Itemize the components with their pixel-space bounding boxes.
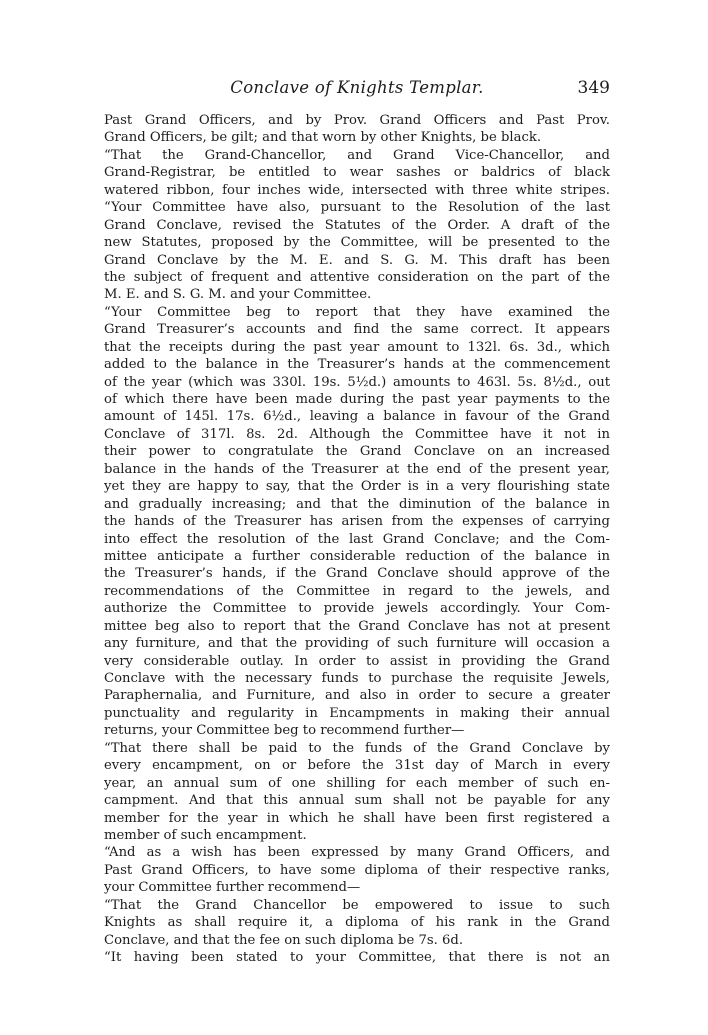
text-line: Conclave of 317l. 8s. 2d. Although the Committee have it not in xyxy=(104,426,610,442)
text-line: member for the year in which he shall have been first registered a xyxy=(104,810,610,826)
text-line: balance in the hands of the Treasurer at the end of the present year, xyxy=(104,461,610,477)
text-line: “That the Grand Chancellor be empowered to issue to such xyxy=(104,897,610,913)
text-line: Conclave with the necessary funds to purchase the requisite Jewels, xyxy=(104,671,610,686)
text-line: Grand Treasurer’s accounts and find the same correct. It appears xyxy=(104,322,610,338)
text-line: M. E. and S. G. M. and your Committee. xyxy=(104,287,372,303)
text-line: the Treasurer’s hands, if the Grand Conclave should approve of the xyxy=(104,566,610,582)
text-line: Paraphernalia, and Furniture, and also in order to secure a greater xyxy=(104,688,610,704)
text-line: “And as a wish has been expressed by many Grand Officers, and xyxy=(104,845,610,861)
text-line: that the receipts during the past year amount to 132l. 6s. 3d., which xyxy=(104,339,610,355)
text-line: “That the Grand-Chancellor, and Grand Vice-Chancellor, and xyxy=(104,147,610,163)
text-line: into effect the resolution of the last Grand Conclave; and the Com- xyxy=(104,531,610,547)
text-line: amount of 145l. 17s. 6½d., leaving a balance in favour of the Grand xyxy=(104,409,610,425)
text-line: your Committee further recommend— xyxy=(104,880,361,896)
text-line: yet they are happy to say, that the Order is in a very flourishing state xyxy=(104,479,610,495)
running-title: Conclave of Knights Templar. xyxy=(230,78,484,97)
page-header xyxy=(104,78,610,102)
text-line: Grand Conclave, revised the Statutes of the Order. A draft of the xyxy=(104,217,610,233)
text-line: campment. And that this annual sum shall not be payable for any xyxy=(104,793,610,809)
text-line: “Your Committee have also, pursuant to the Resolution of the last xyxy=(104,200,610,216)
body-text xyxy=(104,112,610,966)
text-line: authorize the Committee to provide jewels accordingly. Your Com- xyxy=(104,601,610,617)
text-line: member of such encampment. xyxy=(104,827,307,843)
text-line: Past Grand Officers, to have some diploma of their respective ranks, xyxy=(104,862,610,878)
text-line: every encampment, on or before the 31st day of March in every xyxy=(104,758,610,774)
text-line: any furniture, and that the providing of such furniture will occasion a xyxy=(104,636,610,652)
text-line: watered ribbon, four inches wide, intersected with three white stripes. xyxy=(104,182,610,198)
text-line: added to the balance in the Treasurer’s hands at the commencement xyxy=(104,357,610,373)
text-line: “That there shall be paid to the funds of the Grand Conclave by xyxy=(104,740,610,756)
text-line: “Your Committee beg to report that they have examined the xyxy=(104,304,610,320)
text-line: of which there have been made during the past year payments to the xyxy=(104,392,610,407)
text-line: recommendations of the Committee in regard to the jewels, and xyxy=(104,583,610,599)
text-line: and gradually increasing; and that the diminution of the balance in xyxy=(104,496,610,512)
text-line: returns, your Committee beg to recommend further— xyxy=(104,723,465,739)
text-line: mittee beg also to report that the Grand Conclave has not at present xyxy=(104,618,610,634)
text-line: the subject of frequent and attentive consideration on the part of the xyxy=(104,269,610,285)
text-line: new Statutes, proposed by the Committee, will be presented to the xyxy=(104,235,610,251)
text-line: mittee anticipate a further considerable reduction of the balance in xyxy=(104,548,610,564)
text-line: Grand Conclave by the M. E. and S. G. M. This draft has been xyxy=(104,252,610,268)
text-line: their power to congratulate the Grand Conclave on an increased xyxy=(104,444,610,460)
text-line: “It having been stated to your Committee, that there is not an xyxy=(104,950,610,965)
text-line: Conclave, and that the fee on such diploma be 7s. 6d. xyxy=(104,932,464,948)
text-line: Grand-Registrar, be entitled to wear sashes or baldrics of black xyxy=(104,165,610,181)
text-line: of the year (which was 330l. 19s. 5½d.) amounts to 463l. 5s. 8½d., out xyxy=(104,374,610,390)
text-line: very considerable outlay. In order to assist in providing the Grand xyxy=(104,653,610,669)
text-line: Knights as shall require it, a diploma of his rank in the Grand xyxy=(104,915,610,931)
text-line: the hands of the Treasurer has arisen from the expenses of carrying xyxy=(104,514,610,530)
text-line: punctuality and regularity in Encampments in making their annual xyxy=(104,705,610,721)
page-number: 349 xyxy=(577,78,610,98)
text-line: year, an annual sum of one shilling for each member of such en- xyxy=(104,775,610,791)
text-line: Past Grand Officers, and by Prov. Grand Officers and Past Prov. xyxy=(104,113,610,128)
text-line: Grand Officers, be gilt; and that worn by other Knights, be black. xyxy=(104,130,542,146)
